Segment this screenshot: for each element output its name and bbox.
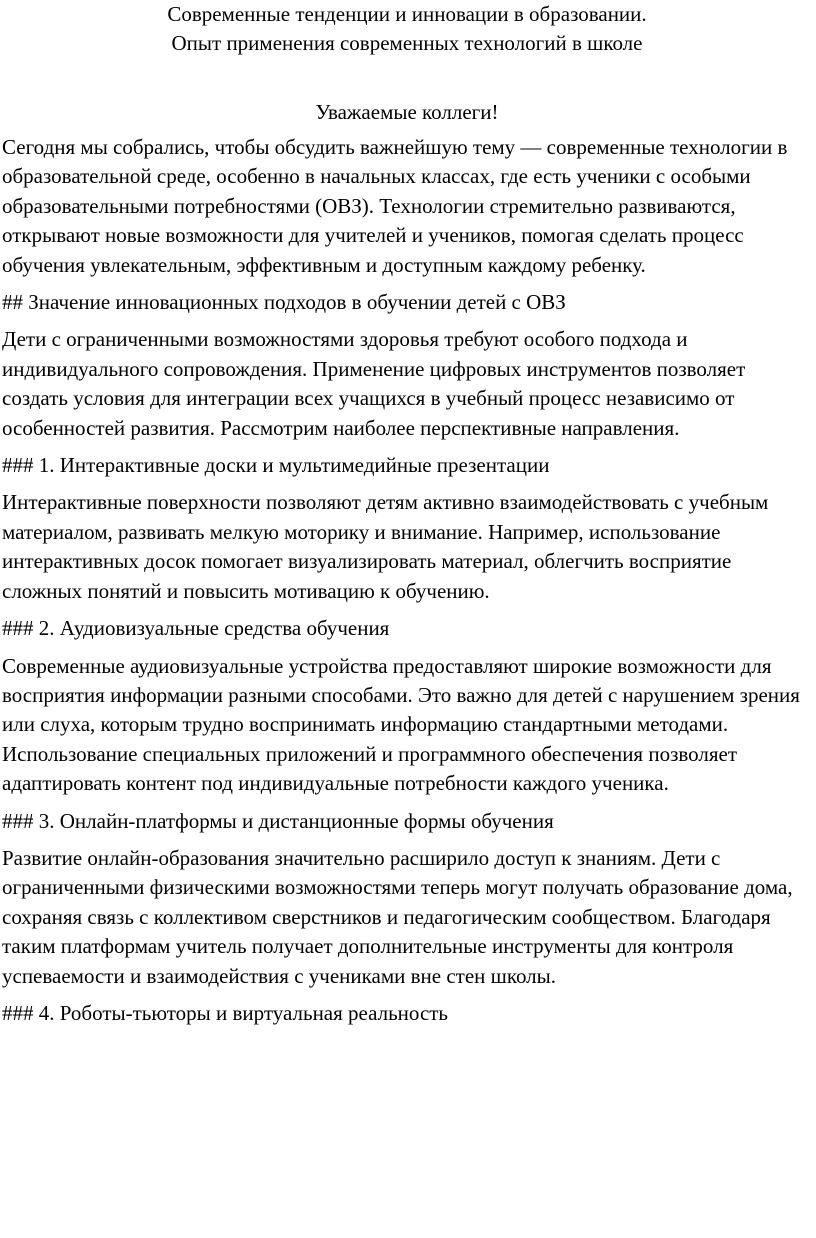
subsection-paragraph-2: Современные аудиовизуальные устройства предоставляют широкие возможности для восприятия информации разными способами. Это важно для детей с нарушением зрения или слуха, которым трудно воспринимать информацию стандартными методами. Использование специальных приложений и программного обеспечения позволяет адаптировать контент под индивидуальные потребности каждого ученика.	[2, 653, 800, 796]
subsection-heading-2: ### 2. Аудиовизуальные средства обучения	[2, 616, 390, 641]
document-title	[2, 0, 812, 58]
subsection-paragraph-3: Развитие онлайн-образования значительно расширило доступ к знаниям. Дети с ограниченными физическими возможностями теперь могут получать образование дома, сохраняя связь с коллективом сверстников и педагогическим сообществом. Благодаря таким платформам учитель получает дополнительные инструменты для контроля успеваемости и взаимодействия с учениками вне стен школы.	[2, 845, 793, 988]
subsection-heading-1: ### 1. Интерактивные доски и мультимедийные презентации	[2, 453, 550, 478]
subsection-heading-4: ### 4. Роботы-тьюторы и виртуальная реальность	[2, 1000, 449, 1025]
title-line-2: Опыт применения современных технологий в школе	[171, 31, 643, 55]
greeting: Уважаемые коллеги!	[315, 100, 499, 124]
section-heading-main: ## Значение инновационных подходов в обучении детей с ОВЗ	[2, 290, 566, 315]
intro-paragraph: Сегодня мы собрались, чтобы обсудить важнейшую тему — современные технологии в образовательной среде, особенно в начальных классах, где есть ученики с особыми образовательными потребностями (ОВЗ). Технологии стремительно развиваются, открывают новые возможности для учителей и учеников, помогая сделать процесс обучения увлекательным, эффективным и доступным каждому ребенку.	[2, 135, 788, 277]
section-main-paragraph: Дети с ограниченными возможностями здоровья требуют особого подхода и индивидуального сопровождения. Применение цифровых инструментов позволяет создать условия для интеграции всех учащихся в учебный процесс независимо от особенностей развития. Рассмотрим наиболее перспективные направления.	[2, 327, 746, 440]
subsection-heading-3: ### 3. Онлайн-платформы и дистанционные формы обучения	[2, 808, 554, 833]
subsection-paragraph-1: Интерактивные поверхности позволяют детям активно взаимодействовать с учебным материалом, развивать мелкую моторику и внимание. Например, использование интерактивных досок помогает визуализировать материал, облегчить восприятие сложных понятий и повысить мотивацию к обучению.	[2, 490, 769, 603]
title-line-1: Современные тенденции и инновации в образовании.	[167, 2, 647, 26]
